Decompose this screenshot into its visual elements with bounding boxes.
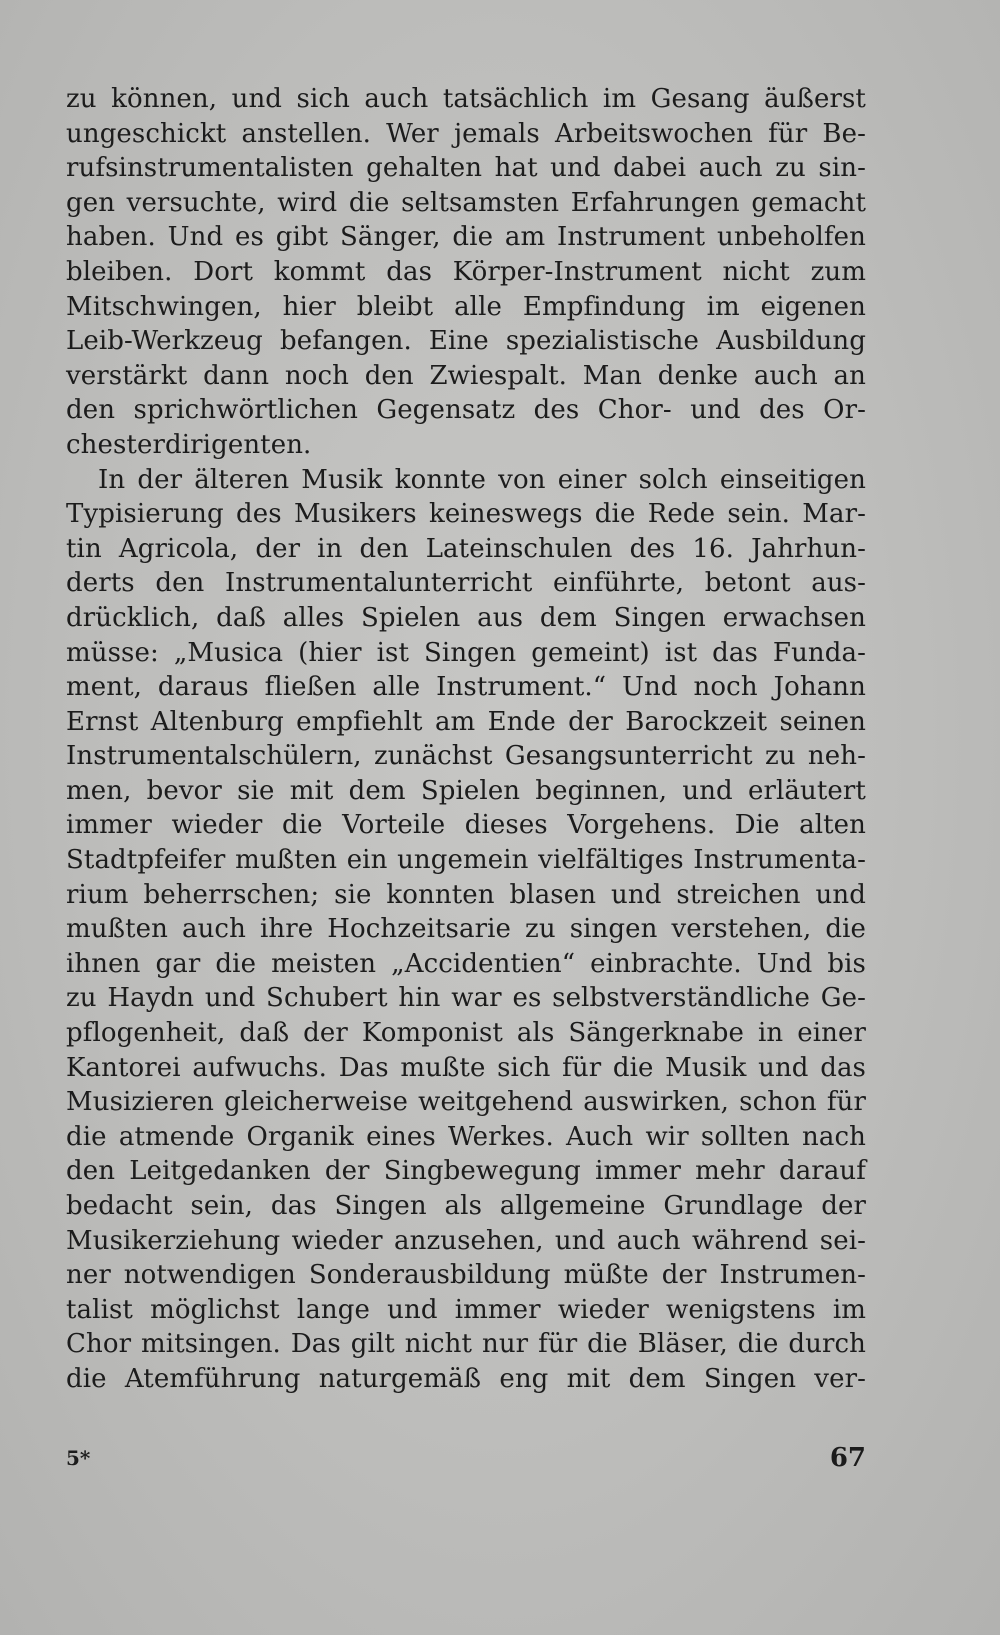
- text-line: verstärkt dann noch den Zwiespalt. Man denke auch an: [66, 360, 866, 391]
- text-line: talist möglichst lange und immer wieder wenigstens im: [66, 1294, 866, 1325]
- text-line: Chor mitsingen. Das gilt nicht nur für die Bläser, die durch: [66, 1329, 866, 1360]
- text-line: chesterdirigenten.: [66, 429, 312, 460]
- text-line: derts den Instrumentalunterricht einführte, betont aus-: [66, 568, 866, 599]
- text-line: drücklich, daß alles Spielen aus dem Singen erwachsen: [66, 602, 866, 633]
- text-line: Musizieren gleicherweise weitgehend auswirken, schon für: [66, 1087, 866, 1118]
- text-line: ihnen gar die meisten „Accidentien“ einbrachte. Und bis: [66, 948, 866, 979]
- text-line: ungeschickt anstellen. Wer jemals Arbeitswochen für Be-: [66, 118, 866, 149]
- text-line: Kantorei aufwuchs. Das mußte sich für die Musik und das: [66, 1052, 866, 1083]
- text-line: pflogenheit, daß der Komponist als Sängerknabe in einer: [66, 1018, 866, 1049]
- text-line: men, bevor sie mit dem Spielen beginnen, und erläutert: [66, 775, 866, 806]
- body-text: [66, 82, 866, 1397]
- text-line: Typisierung des Musikers keineswegs die Rede sein. Mar-: [66, 499, 866, 530]
- text-line: Instrumentalschülern, zunächst Gesangsunterricht zu neh-: [66, 741, 866, 772]
- text-line: haben. Und es gibt Sänger, die am Instrument unbeholfen: [66, 222, 866, 253]
- text-line: ner notwendigen Sonderausbildung müßte der Instrumen-: [66, 1260, 866, 1291]
- text-line: die atmende Organik eines Werkes. Auch wir sollten nach: [66, 1121, 866, 1152]
- signature-mark: 5*: [66, 1446, 91, 1470]
- text-line: Leib-Werkzeug befangen. Eine spezialistische Ausbildung: [66, 326, 866, 357]
- text-line: rium beherrschen; sie konnten blasen und streichen und: [66, 879, 866, 910]
- text-line: zu können, und sich auch tatsächlich im Gesang äußerst: [66, 84, 866, 114]
- text-line: bedacht sein, das Singen als allgemeine Grundlage der: [66, 1191, 866, 1221]
- text-line: müsse: „Musica (hier ist Singen gemeint) ist das Funda-: [66, 637, 866, 668]
- text-line: tin Agricola, der in den Lateinschulen des 16. Jahrhun-: [66, 533, 866, 564]
- text-line: die Atemführung naturgemäß eng mit dem Singen ver-: [66, 1363, 866, 1394]
- text-line: Ernst Altenburg empfiehlt am Ende der Barockzeit seinen: [66, 706, 866, 737]
- text-line: Mitschwingen, hier bleibt alle Empfindung im eigenen: [66, 291, 866, 322]
- text-line: gen versuchte, wird die seltsamsten Erfahrungen gemacht: [66, 187, 866, 218]
- text-line: den Leitgedanken der Singbewegung immer mehr darauf: [66, 1156, 866, 1187]
- page-number: 67: [829, 1443, 866, 1473]
- text-line: immer wieder die Vorteile dieses Vorgehens. Die alten: [66, 810, 866, 841]
- text-line: ment, daraus fließen alle Instrument.“ Und noch Johann: [66, 672, 866, 703]
- text-line: mußten auch ihre Hochzeitsarie zu singen verstehen, die: [66, 914, 866, 945]
- text-line: Musikerziehung wieder anzusehen, und auch während sei-: [66, 1225, 866, 1256]
- text-line: den sprichwörtlichen Gegensatz des Chor- und des Or-: [66, 395, 866, 426]
- text-line: bleiben. Dort kommt das Körper-Instrument nicht zum: [66, 256, 866, 287]
- text-line: Stadtpfeifer mußten ein ungemein vielfältiges Instrumenta-: [66, 845, 866, 876]
- text-line: zu Haydn und Schubert hin war es selbstverständliche Ge-: [66, 983, 866, 1014]
- text-line: rufsinstrumentalisten gehalten hat und dabei auch zu sin-: [66, 153, 866, 184]
- text-line: In der älteren Musik konnte von einer solch einseitigen: [98, 464, 866, 495]
- page-footer: [66, 1438, 866, 1478]
